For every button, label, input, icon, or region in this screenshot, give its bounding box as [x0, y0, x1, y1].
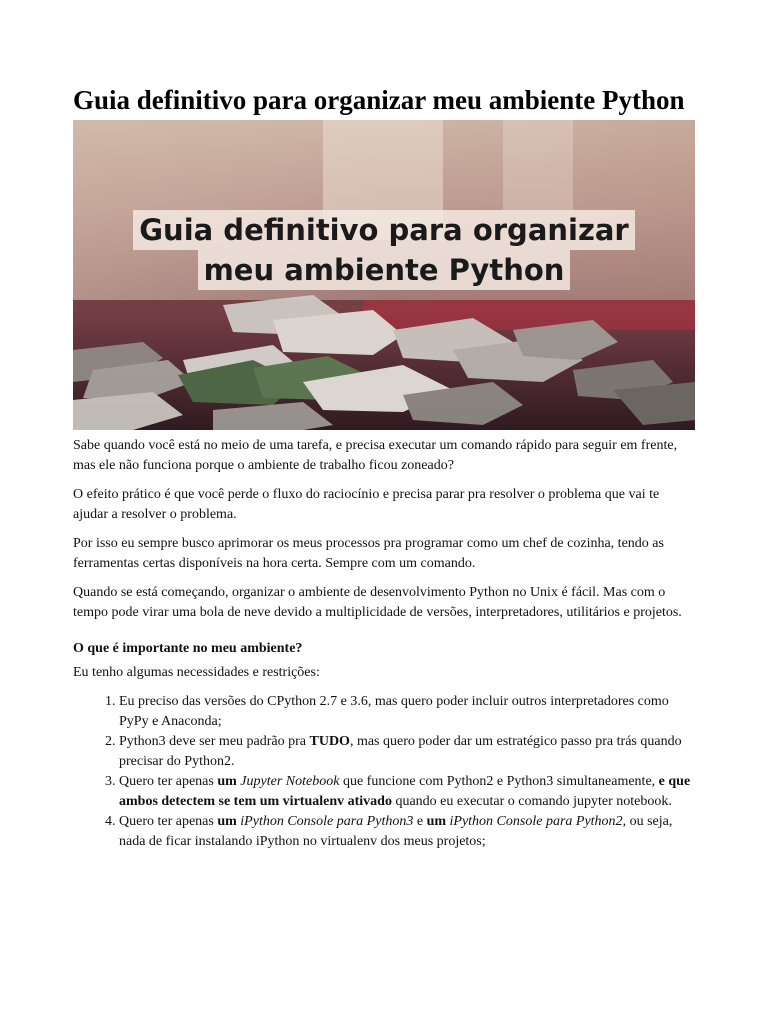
hero-caption-line-1: Guia definitivo para organizar — [133, 210, 634, 250]
list-item-text: TUDO — [309, 734, 350, 749]
list-item-text: um — [217, 774, 237, 789]
list-item-text: Quero ter apenas — [119, 774, 218, 789]
list-item-text: que funcione com Python2 e Python3 simultaneamente, — [339, 774, 659, 789]
list-item-text: Eu preciso das versões do CPython 2.7 e 3.6, mas quero poder incluir outros interpretadores como PyPy e Anaconda; — [119, 694, 669, 729]
list-item-text: iPython Console para Python2 — [449, 814, 623, 829]
document-title: Guia definitivo para organizar meu ambiente Python — [73, 85, 685, 115]
list-item-text: , ou seja, nada de ficar instalando iPython no virtualenv dos meus projetos; — [119, 814, 673, 849]
list-item — [119, 812, 697, 852]
list-item-text: Jupyter Notebook — [240, 774, 340, 789]
document-page — [73, 84, 697, 852]
list-item-text: Python3 deve ser meu padrão pra — [119, 734, 310, 749]
list-item-text: Quero ter apenas — [119, 814, 218, 829]
list-item-text: iPython Console para Python3 — [240, 814, 414, 829]
paragraph: Por isso eu sempre busco aprimorar os meus processos pra programar como um chef de cozinha, tendo as ferramentas certas disponíveis na hora certa. Sempre com um comando. — [73, 536, 664, 571]
article-body — [73, 436, 697, 852]
hero-image — [73, 120, 695, 430]
section-intro: Eu tenho algumas necessidades e restrições: — [73, 665, 320, 680]
hero-caption — [73, 210, 695, 290]
list-item-text: e que ambos detectem se tem um virtualenv ativado — [119, 774, 691, 809]
list-item — [119, 732, 697, 772]
paragraph: Quando se está começando, organizar o ambiente de desenvolvimento Python no Unix é fácil. Mas com o tempo pode virar uma bola de neve devido a multiplicidade de versões, interpretadores, utilitários e projetos. — [73, 585, 682, 620]
list-item-text: e — [413, 814, 427, 829]
hero-caption-line-2: meu ambiente Python — [198, 250, 571, 290]
section-heading: O que é importante no meu ambiente? — [73, 641, 303, 656]
list-item-text: um — [217, 814, 237, 829]
list-item-text: quando eu executar o comando jupyter notebook. — [391, 794, 672, 809]
list-item-text: , mas quero poder dar um estratégico passo pra trás quando precisar do Python2. — [119, 734, 682, 769]
list-item — [119, 772, 697, 812]
requirements-list — [73, 692, 697, 852]
list-item-text: um — [426, 814, 447, 829]
list-item — [119, 692, 697, 732]
paragraph: O efeito prático é que você perde o fluxo do raciocínio e precisa parar pra resolver o problema que vai te ajudar a resolver o problema. — [73, 487, 660, 522]
paragraph: Sabe quando você está no meio de uma tarefa, e precisa executar um comando rápido para seguir em frente, mas ele não funciona porque o ambiente de trabalho ficou zoneado? — [73, 438, 678, 473]
